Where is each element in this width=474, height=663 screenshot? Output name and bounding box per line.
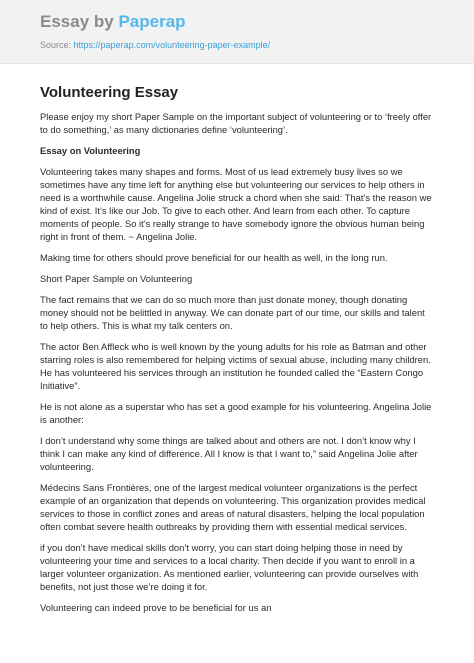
paragraph: Volunteering takes many shapes and forms. Most of us lead extremely busy lives so we sometimes have any time left for anything else but volunteering our services to help others in need is a worthwhile cause. Angelina Jolie struck a chord when she said: That’s the reason we kind of exist. It’s like our Job. To give to each other. And learn from each other. To capture moments of people. So it’s really strange to have somebody ignore the obvious human being right in front of them. ~ Angelina Jolie. (40, 166, 432, 242)
paragraph: He is not alone as a superstar who has set a good example for his volunteering. Angelina Jolie is another: (40, 401, 432, 425)
brand-name: Paperap (118, 12, 186, 31)
brand-prefix: Essay by (40, 12, 119, 31)
paragraph: The actor Ben Affleck who is well known by the young adults for his role as Batman and other starring roles is also remembered for helping victims of sexual abuse, including many children. He has volunteered his services through an institution he founded called the “Eastern Congo Initiative”. (40, 341, 431, 391)
paragraph: Please enjoy my short Paper Sample on the important subject of volunteering or to ‘freely offer to do something,’ as many dictionaries define ‘volunteering’. (40, 111, 432, 135)
source-link[interactable]: https://paperap.com/volunteering-paper-example/ (73, 40, 271, 50)
paragraph-list (40, 110, 434, 614)
paragraph: Médecins Sans Frontières, one of the largest medical volunteer organizations is the perfect example of an organization that depends on volunteering. This organization provides medical services to those in conflict zones and areas of natural disasters, helping the local population often combat severe health outbreaks by providing them with essential medical services. (40, 482, 426, 532)
site-header (0, 0, 474, 64)
paragraph: Short Paper Sample on Volunteering (40, 273, 193, 284)
document-body (0, 84, 474, 614)
source-label: Source: (40, 40, 74, 50)
paragraph: if you don’t have medical skills don’t worry, you can start doing helping those in need by volunteering your time and services to a local charity. Then decide if you want to enroll in a larger volunteer organization. As mentioned earlier, volunteering can provide ourselves with benefits, not just those we’re doing it for. (40, 542, 419, 592)
section-heading: Essay on Volunteering (40, 145, 141, 156)
paragraph: Volunteering can indeed prove to be beneficial for us an (40, 602, 272, 613)
paragraph: I don’t understand why some things are talked about and others are not. I don’t know why I think I can make any kind of difference. All I know is that I want to,” said Angelina Jolie after volunteering. (40, 435, 418, 472)
brand-logo[interactable] (40, 12, 474, 32)
paragraph: The fact remains that we can do so much more than just donate money, though donating money should not be belittled in anyway. We can donate part of our time, our skills and talent to help others. This is what my talk centers on. (40, 294, 425, 331)
document-title: Volunteering Essay (40, 84, 179, 101)
source-line (40, 40, 474, 50)
paragraph: Making time for others should prove beneficial for our health as well, in the long run. (40, 252, 388, 263)
